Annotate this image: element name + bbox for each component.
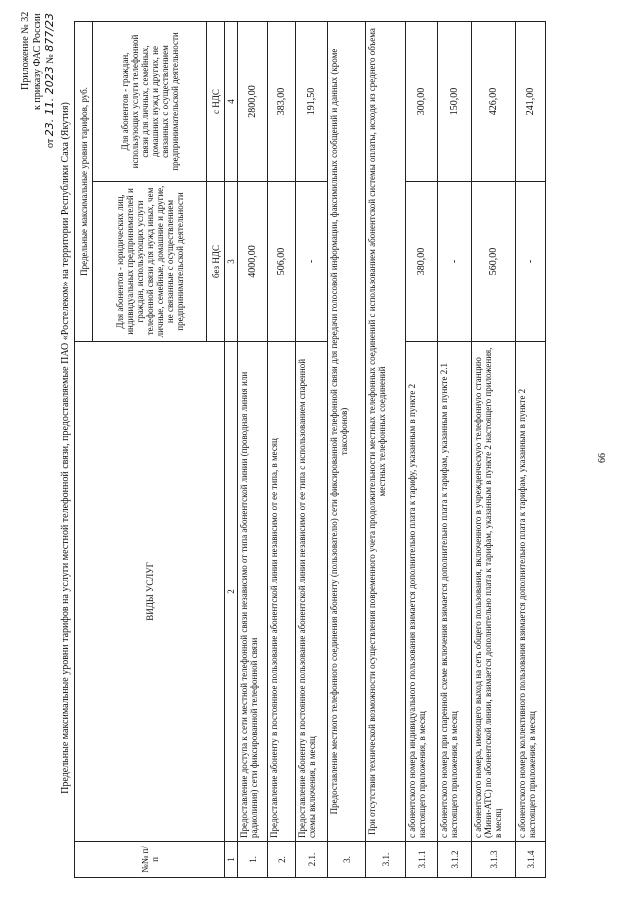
table-row bbox=[366, 22, 406, 878]
row-price-legal: 506,00 bbox=[268, 182, 296, 342]
table-row bbox=[268, 22, 296, 878]
row-price-citizens: 426,00 bbox=[472, 22, 516, 182]
table-row bbox=[516, 22, 546, 878]
row-price-legal: - bbox=[516, 182, 546, 342]
annex-date: 23. 11. 2023 bbox=[43, 66, 56, 137]
row-price-legal: 4000,00 bbox=[238, 182, 268, 342]
table-row bbox=[406, 22, 438, 878]
row-price-legal: - bbox=[438, 182, 472, 342]
column-index: 1 bbox=[225, 842, 238, 878]
row-price-citizens: 2800,00 bbox=[238, 22, 268, 182]
column-index: 2 bbox=[225, 342, 238, 842]
table-row bbox=[472, 22, 516, 878]
row-number: 2. bbox=[268, 842, 296, 878]
row-price-citizens: 300,00 bbox=[406, 22, 438, 182]
header-num: №№ п/п bbox=[75, 842, 225, 878]
row-price-legal: 380,00 bbox=[406, 182, 438, 342]
row-service: Предоставление местного телефонного соединения абоненту (пользователю) сети фиксированной телефонной связи для передачи голосовой информации, факсимильных сообщений и данных (кроме таксофонов) bbox=[328, 22, 366, 842]
row-price-legal: - bbox=[296, 182, 328, 342]
table-row bbox=[328, 22, 366, 878]
column-index: 3 bbox=[225, 182, 238, 342]
row-price-citizens: 150,00 bbox=[438, 22, 472, 182]
row-number: 2.1. bbox=[296, 842, 328, 878]
document-title: Предельные максимальные уровни тарифов на услуги местной телефонной связи, предоставляемые ПАО «Ростелеком» на территории Республики Саха (Якутия) bbox=[60, 102, 71, 794]
row-price-citizens: 383,00 bbox=[268, 22, 296, 182]
column-index: 4 bbox=[225, 22, 238, 182]
row-service: При отсутствии технической возможности осуществления повременного учета продолжительности местных телефонных соединений с использованием абонентской системы оплаты, исходя из среднего объема местных телефонных соединений bbox=[366, 22, 406, 842]
annex-date-prefix: от bbox=[45, 138, 56, 148]
annex-order-ref: к приказу ФАС России bbox=[32, 13, 43, 110]
header-citizens: Для абонентов - граждан, использующих услуги телефонной связи для личных, семейных, домашних нужд и других, не связанных с осуществлением предпринимательской деятельности bbox=[93, 22, 207, 182]
header-levels: Предельные максимальные уровни тарифов, руб. bbox=[75, 22, 93, 342]
header-legal-entities: Для абонентов - юридических лиц, индивидуальных предпринимателей и граждан, использующих услуги телефонной связи для нужд иных, чем личные, семейные, домашние и другие, не связанные с осуществлением предпринимательской деятельности bbox=[93, 182, 207, 342]
row-price-legal: 560,00 bbox=[472, 182, 516, 342]
tariff-table bbox=[74, 21, 546, 878]
annex-number: 877/23 bbox=[43, 13, 56, 52]
header-with-vat: с НДС bbox=[207, 22, 225, 182]
row-service: Предоставление абоненту в постоянное пользование абонентской линии независимо от ее типа с использованием спаренной схемы включения, в месяц bbox=[296, 342, 328, 842]
table-row bbox=[296, 22, 328, 878]
header-services: ВИДЫ УСЛУГ bbox=[75, 342, 225, 842]
row-number: 1. bbox=[238, 842, 268, 878]
row-number: 3.1.2 bbox=[438, 842, 472, 878]
annex-heading: Приложение № 32 bbox=[20, 11, 31, 90]
row-number: 3.1.4 bbox=[516, 842, 546, 878]
row-price-citizens: 241,00 bbox=[516, 22, 546, 182]
row-service: с абонентского номера коллективного пользования взимается дополнительно плата к тарифам, указанным в пункте 2 настоящего приложения, в месяц bbox=[516, 342, 546, 842]
row-number: 3.1.1 bbox=[406, 842, 438, 878]
row-service: Предоставление абоненту в постоянное пользование абонентской линии независимо от ее типа, в месяц bbox=[268, 342, 296, 842]
table-row bbox=[438, 22, 472, 878]
header-no-vat: без НДС bbox=[207, 182, 225, 342]
annex-order-date-number bbox=[43, 13, 57, 148]
table-row bbox=[238, 22, 268, 878]
annex-number-label: № bbox=[45, 54, 56, 64]
row-service: с абонентского номера при спаренной схеме включения взимается дополнительно плата к тарифам, указанным в пункте 2.1 настоящего приложения, в месяц bbox=[438, 342, 472, 842]
row-price-citizens: 191,50 bbox=[296, 22, 328, 182]
row-number: 3.1.3 bbox=[472, 842, 516, 878]
row-number: 3.1. bbox=[366, 842, 406, 878]
row-number: 3. bbox=[328, 842, 366, 878]
row-service: с абонентского номера, имеющего выход на сеть общего пользования, включенного в учрежденческую телефонную станцию (Мини-АТС) по абонентской линии, взимается дополнительно плата к тарифам, указанным в пункте 2 настоящего приложения, в месяц bbox=[472, 342, 516, 842]
row-service: с абонентского номера индивидуального пользования взимается дополнительно плата к тарифу, указанным в пункте 2 настоящего приложения, в месяц bbox=[406, 342, 438, 842]
row-service: Предоставление доступа к сети местной телефонной связи независимо от типа абонентской линии (проводная линия или радиолиния) сети фиксированной телефонной связи bbox=[238, 342, 268, 842]
page-number: 66 bbox=[597, 453, 608, 463]
